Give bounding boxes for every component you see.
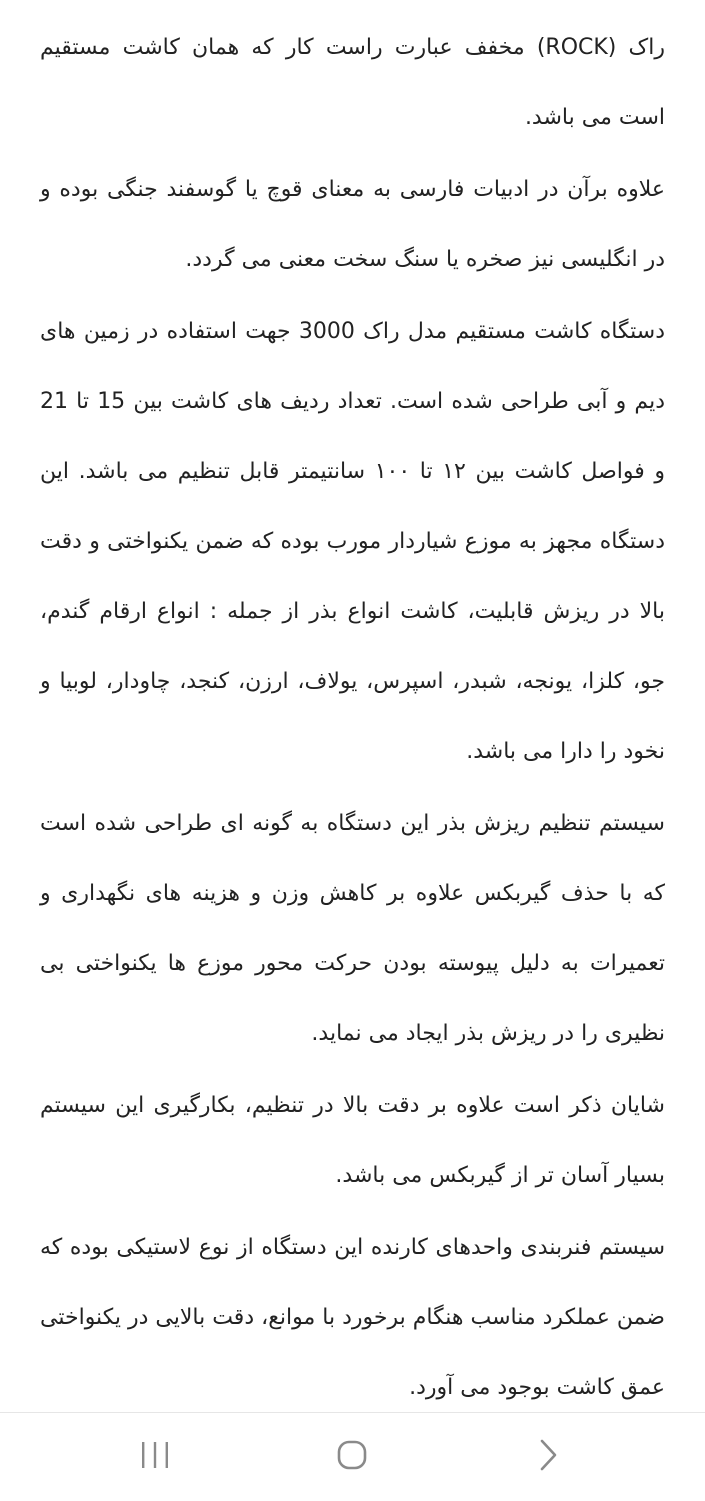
home-button[interactable] xyxy=(322,1433,382,1477)
back-icon xyxy=(530,1438,566,1472)
paragraph-device-description: دستگاه کاشت مستقیم مدل راک 3000 جهت استفاده در زمین های دیم و آبی طراحی شده است. تعداد ردیف های کاشت بین 15 تا 21 و فواصل کاشت بین ۱۲ تا ۱۰۰ سانتیمتر قابل تنظیم می باشد. این دستگاه مجهز به موزع شیاردار مورب بوده که ضمن یکنواختی و دقت بالا در ریزش قابلیت، کاشت انواع بذر از جمله : انواع ارقام گندم، جو، کلزا، یونجه، شبدر، اسپرس، یولاف، ارزن، کنجد، چاودار، لوبیا و نخود را دارا می باشد. xyxy=(40,319,666,764)
system-navigation-bar xyxy=(0,1412,705,1501)
recent-apps-button[interactable] xyxy=(125,1433,185,1477)
paragraph-adjustment: شایان ذکر است علاوه بر دقت بالا در تنظیم، بکارگیری این سیستم بسیار آسان تر از گیربکس می باشد. xyxy=(40,1093,665,1188)
paragraph-spring-system: سیستم فنربندی واحدهای کارنده این دستگاه از نوع لاستیکی بوده که ضمن عملکرد مناسب هنگام برخورد با موانع، دقت بالایی در یکنواختی عمق کاشت بوجود می آورد. xyxy=(40,1235,665,1400)
paragraph-meaning: علاوه برآن در ادبیات فارسی به معنای قوچ یا گوسفند جنگی بوده و در انگلیسی نیز صخره یا سنگ سخت معنی می گردد. xyxy=(40,177,665,272)
home-icon xyxy=(334,1438,370,1472)
back-button[interactable] xyxy=(518,1433,578,1477)
paragraph-rock-definition: راک (ROCK) مخفف عبارت راست کار که همان کاشت مستقیم است می باشد. xyxy=(40,35,665,130)
recent-apps-icon xyxy=(137,1438,173,1472)
paragraph-seed-system: سیستم تنظیم ریزش بذر این دستگاه به گونه ای طراحی شده است که با حذف گیربکس علاوه بر کاهش وزن و هزینه های نگهداری و تعمیرات به دلیل پیوسته بودن حرکت محور موزع ها یکنواختی بی نظیری را در ریزش بذر ایجاد می نماید. xyxy=(40,811,665,1046)
